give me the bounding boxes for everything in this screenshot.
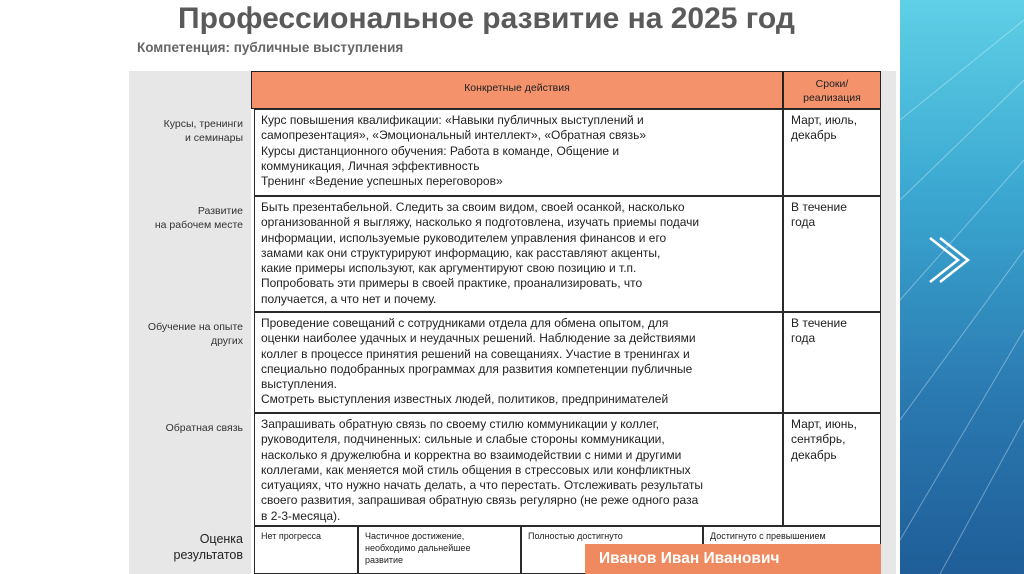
action-line: какие примеры используют, как аргументируют свою позицию и т.п. (261, 261, 637, 276)
action-line: Запрашивать обратную связь по своему стилю коммуникации у коллег, (261, 417, 659, 431)
term-line: декабрь (791, 447, 837, 462)
term-line: В течение (791, 200, 847, 214)
page-title: Профессиональное развитие на 2025 год (178, 2, 795, 35)
row-label-feedback (129, 413, 251, 526)
action-line: Курсы дистанционного обучения: Работа в команде, Общение и (261, 143, 620, 158)
row-actions-learning (254, 312, 783, 413)
action-line: в 2-3-месяца). (261, 508, 341, 523)
term-line: Март, июнь, (791, 417, 857, 431)
row-actions-courses (254, 109, 783, 196)
row-label-line: Развитие (197, 205, 243, 217)
development-plan-table (129, 71, 896, 574)
evaluation-text: Нет прогресса (261, 531, 322, 541)
term-line: года (791, 215, 816, 230)
row-label-line: Курсы, тренинги (163, 118, 243, 130)
evaluation-no-progress (254, 526, 358, 574)
action-line: Попробовать эти примеры в своей практике, проанализировать, что (261, 276, 643, 291)
term-line: Март, июль, (791, 113, 858, 127)
action-line: оценки наиболее удачных и неудачных решений. Наблюдение за действиями (261, 331, 696, 346)
row-terms-feedback (783, 413, 881, 526)
header-terms-line: Сроки/ (815, 78, 849, 90)
evaluation-text: Полностью достигнуто (528, 531, 623, 541)
decorative-lines (900, 0, 1024, 574)
action-line: информации, используемые руководителем управления финансов и его (261, 230, 667, 245)
row-terms-workplace (783, 196, 881, 312)
row-actions-feedback (254, 413, 783, 526)
evaluation-partial (358, 526, 521, 574)
action-line: Смотреть выступления известных людей, политиков, предпринимателей (261, 392, 669, 407)
action-line: руководителя, подчиненных: сильные и слабые стороны коммуникации, (261, 432, 665, 447)
row-label-line: других (210, 335, 243, 347)
evaluation-text: Частичное достижение, (365, 531, 465, 541)
page-subtitle: Компетенция: публичные выступления (137, 40, 404, 55)
action-line: Тренинг «Ведение успешных переговоров» (261, 174, 503, 189)
header-actions: Конкретные действия (251, 71, 783, 109)
action-line: выступления. (261, 377, 337, 392)
term-line: года (791, 331, 816, 346)
row-terms-learning (783, 312, 881, 413)
header-terms-line: реализация (803, 92, 861, 104)
row-terms-courses (783, 109, 881, 196)
evaluation-label-line: Оценка (199, 532, 243, 546)
action-line: коммуникация, Личная эффективность (261, 158, 480, 173)
evaluation-text: необходимо дальнейшее (365, 543, 471, 553)
term-line: сентябрь, (791, 432, 846, 447)
evaluation-label (129, 526, 251, 563)
header-terms (783, 71, 881, 109)
action-line: замами как они структурируют информацию, как расставляют акценты, (261, 245, 661, 260)
right-column-background (881, 71, 896, 574)
evaluation-label-line: результатов (173, 548, 243, 562)
row-label-line: Обратная связь (165, 422, 243, 434)
term-line: декабрь (791, 128, 837, 143)
row-label-learning (129, 312, 251, 413)
action-line: Проведение совещаний с сотрудниками отдела для обмена опытом, для (261, 316, 669, 330)
row-label-line: на рабочем месте (154, 219, 243, 231)
action-line: своего развития, запрашивая обратную связь регулярно (не реже одного раза (261, 493, 699, 508)
action-line: ситуациях, что нужно начать делать, а что перестать. Отслеживать результаты (261, 478, 703, 493)
employee-name-bar: Иванов Иван Иванович (585, 544, 881, 574)
row-actions-workplace (254, 196, 783, 312)
action-line: Курс повышения квалификации: «Навыки публичных выступлений и (261, 113, 644, 127)
evaluation-text: развитие (365, 555, 403, 565)
action-line: специально подобранных программах для развития компетенции публичные (261, 361, 693, 376)
action-line: насколько я дружелюбна и корректна во взаимодействии с ними и другими (261, 447, 682, 462)
term-line: В течение (791, 316, 847, 330)
action-line: получается, а что нет и почему. (261, 291, 437, 306)
action-line: организованной я выгляжу, насколько я подготовлена, изучать приемы подачи (261, 215, 700, 230)
row-label-workplace (129, 196, 251, 312)
evaluation-text: Достигнуто с превышением (710, 531, 826, 541)
action-line: Быть презентабельной. Следить за своим видом, своей осанкой, насколько (261, 200, 685, 214)
row-label-courses (129, 109, 251, 196)
row-label-line: Обучение на опыте (147, 321, 243, 333)
action-line: коллег в процессе принятия решений на совещаниях. Участие в тренингах и (261, 346, 690, 361)
row-label-line: и семинары (185, 132, 243, 144)
action-line: коллегами, как меняется мой стиль общения в стрессовых или конфликтных (261, 462, 691, 477)
action-line: самопрезентация», «Эмоциональный интеллект», «Обратная связь» (261, 128, 647, 143)
